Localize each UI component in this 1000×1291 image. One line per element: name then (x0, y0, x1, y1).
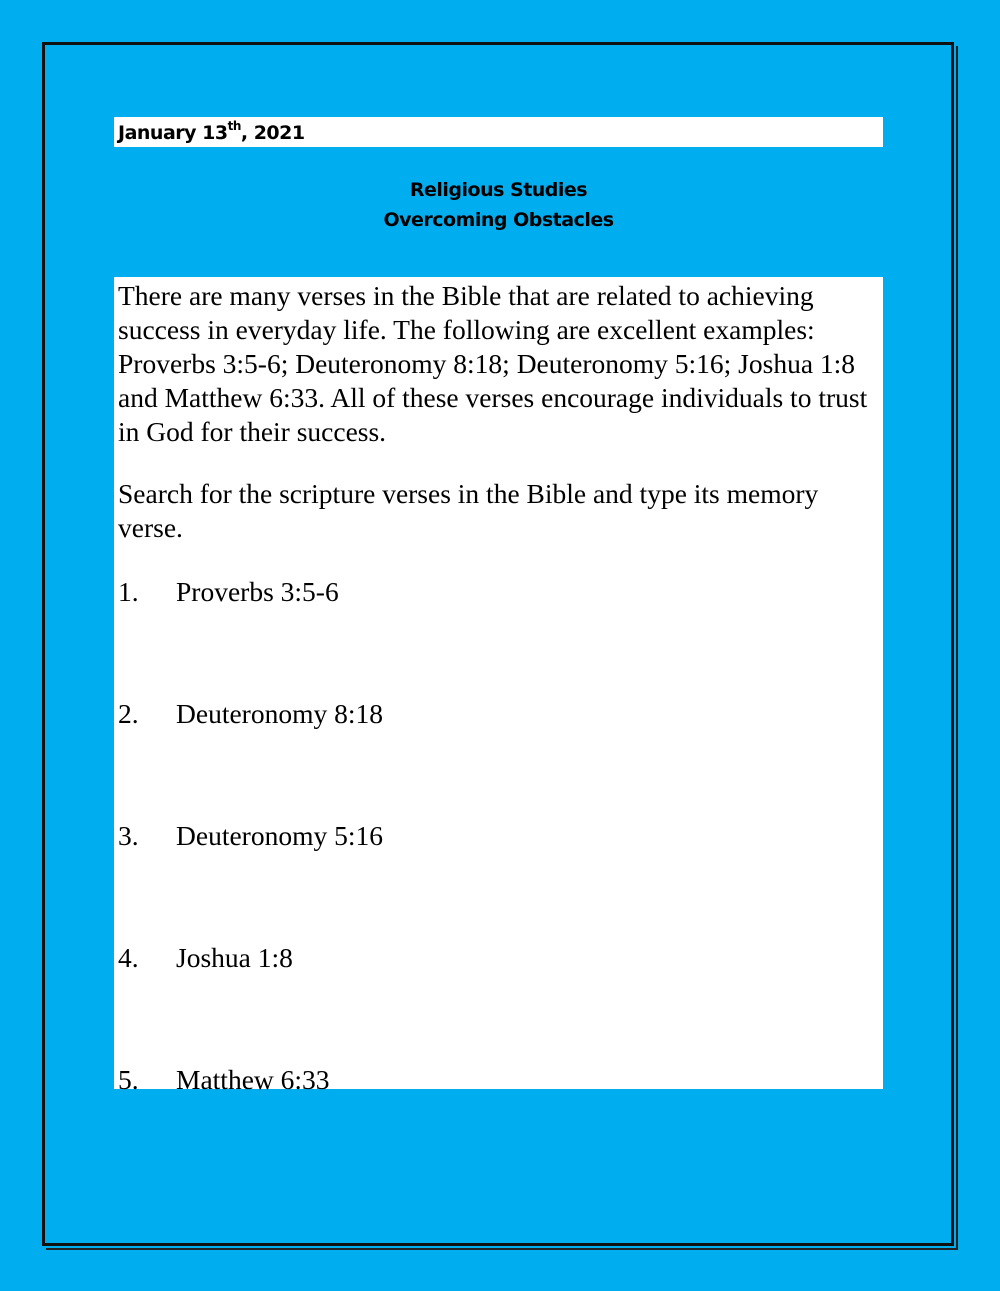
verse-item[interactable] (118, 941, 877, 1063)
verse-item[interactable] (118, 575, 877, 697)
topic-title: Overcoming Obstacles (383, 209, 614, 231)
intro-paragraph: There are many verses in the Bible that are related to achieving success in everyday life. The following are excellent examples: Proverbs 3:5-6; Deuteronomy 8:18; Deuteronomy 5:16; Joshua 1:8 and Matthew 6:33. All of these verses encourage individuals to trust in God for their success. (118, 280, 868, 447)
item-label: Deuteronomy 8:18 (176, 698, 383, 729)
subject-title: Religious Studies (409, 179, 588, 201)
date-suffix: th (227, 119, 241, 133)
item-label: Proverbs 3:5-6 (176, 576, 339, 607)
item-label: Deuteronomy 5:16 (176, 820, 383, 851)
item-number: 4. (118, 942, 139, 973)
instruction-paragraph: Search for the scripture verses in the Bible and type its memory verse. (118, 478, 819, 543)
date-line (114, 117, 883, 147)
item-number: 3. (118, 820, 139, 851)
verse-item[interactable] (118, 1063, 877, 1185)
item-number: 2. (118, 698, 139, 729)
item-label: Joshua 1:8 (176, 942, 293, 973)
date-prefix: January 13 (118, 122, 228, 144)
worksheet-content (114, 277, 883, 1095)
verse-list (118, 575, 877, 1185)
verse-item[interactable] (118, 697, 877, 819)
date-year: , 2021 (240, 122, 305, 144)
item-label: Matthew 6:33 (176, 1064, 330, 1095)
item-number: 1. (118, 576, 139, 607)
page-heading (114, 175, 883, 235)
verse-item[interactable] (118, 819, 877, 941)
item-number: 5. (118, 1064, 139, 1095)
